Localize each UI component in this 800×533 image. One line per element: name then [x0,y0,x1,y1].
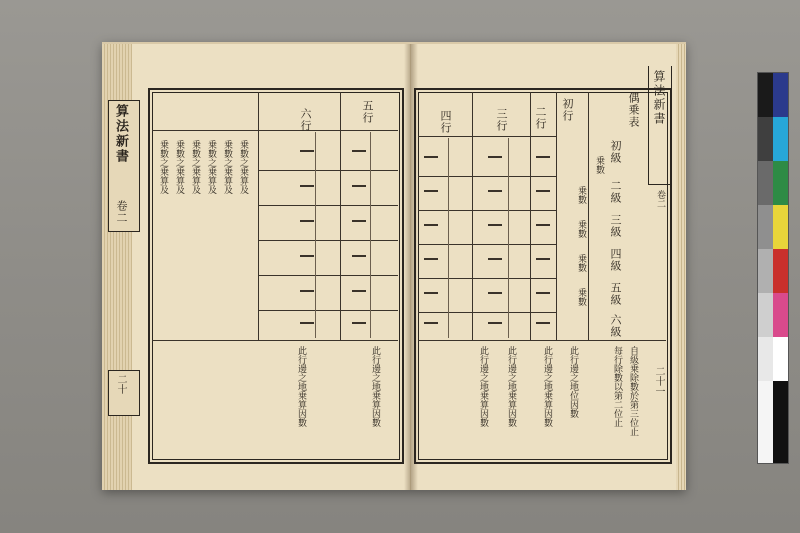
left-row-label: 乗數之乗算及 [158,140,168,194]
right-col-header-1: 初行 [561,98,574,122]
right-row-label: 乗數 [576,254,586,272]
right-note: 此行邊之地位因數 [568,346,578,418]
tally-mark [536,224,550,226]
left-row-rule [258,205,398,206]
right-note: 自級乗除數於第三位止 [628,346,638,436]
right-page-edge [676,44,686,490]
tally-mark [424,224,438,226]
right-row-rule [418,278,556,279]
tally-mark [300,255,314,257]
spine-page-number: 二十 [115,374,126,394]
tally-mark [488,224,502,226]
level-label: 六級 [609,314,622,338]
right-note: 此行邊之地乗算因數 [542,346,552,427]
margin-page-number: 二十一 [653,366,664,396]
tally-mark [352,185,366,187]
tally-mark [536,156,550,158]
tally-mark [536,258,550,260]
right-body-rule [418,340,666,341]
tally-mark [300,185,314,187]
right-row-rule [418,176,556,177]
tally-mark [424,292,438,294]
table-title: 偶乗表 [627,92,640,128]
level-label: 二級 [609,180,622,204]
left-col-header-5: 五行 [361,100,374,124]
left-row-label: 乗數之乗算及 [190,140,200,194]
level-label: 五級 [609,282,622,306]
tally-mark [488,156,502,158]
right-note: 每行除數以第二位止 [612,346,622,427]
left-row-label: 乗數之乗算及 [206,140,216,194]
tally-mark [424,190,438,192]
right-col-header-3: 三行 [495,108,508,132]
spine-title: 算法新書 [113,104,128,164]
left-col-rule [258,92,259,340]
left-mid-rule [370,132,371,338]
color-checker-strip [757,72,789,464]
tally-mark [536,292,550,294]
tally-mark [300,322,314,324]
left-row-rule [258,310,398,311]
left-table-frame [148,88,404,464]
left-row-rule [258,240,398,241]
right-col-rule [588,92,589,340]
right-mid-rule [508,138,509,338]
left-row-label: 乗數之乗算及 [238,140,248,194]
margin-subtitle: 卷二 [655,190,665,208]
tally-mark [424,322,438,324]
spine-subtitle: 卷二 [115,200,128,224]
right-row-label: 乗數 [576,186,586,204]
right-row-label: 乗數 [594,156,604,174]
right-col-header-2: 二行 [534,106,547,130]
tally-mark [424,258,438,260]
right-row-label: 乗數 [576,220,586,238]
right-col-rule [530,92,531,340]
right-mid-rule [448,138,449,338]
right-col-rule [472,92,473,340]
tally-mark [352,290,366,292]
tally-mark [352,220,366,222]
tally-mark [536,322,550,324]
left-row-label: 乗數之乗算及 [174,140,184,194]
tally-mark [352,322,366,324]
left-body-rule [152,340,398,341]
tally-mark [352,150,366,152]
left-col-header-6: 六行 [299,108,312,132]
tally-mark [488,190,502,192]
tally-mark [300,220,314,222]
tally-mark [536,190,550,192]
level-label: 三級 [609,214,622,238]
right-row-rule [418,244,556,245]
left-col-rule [340,92,341,340]
left-note: 此行邊之地乗算因數 [370,346,380,427]
right-row-rule [418,312,556,313]
tally-mark [488,258,502,260]
tally-mark [300,290,314,292]
right-col-header-4: 四行 [439,110,452,134]
level-label: 初級 [609,140,622,164]
tally-mark [300,150,314,152]
right-row-rule [418,210,556,211]
right-col-rule [556,92,557,340]
left-header-rule [152,130,398,131]
tally-mark [488,292,502,294]
left-row-rule [258,275,398,276]
right-note: 此行邊之地乗算因數 [478,346,488,427]
tally-mark [424,156,438,158]
left-row-label: 乗數之乗算及 [222,140,232,194]
level-label: 四級 [609,248,622,272]
left-note: 此行邊之地乗算因數 [296,346,306,427]
tally-mark [352,255,366,257]
right-header-rule [418,136,556,137]
left-row-rule [258,170,398,171]
margin-title: 算法新書 [652,70,666,126]
right-note: 此行邊之地乗算因數 [506,346,516,427]
left-mid-rule [315,132,316,338]
right-row-label: 乗數 [576,288,586,306]
tally-mark [488,322,502,324]
